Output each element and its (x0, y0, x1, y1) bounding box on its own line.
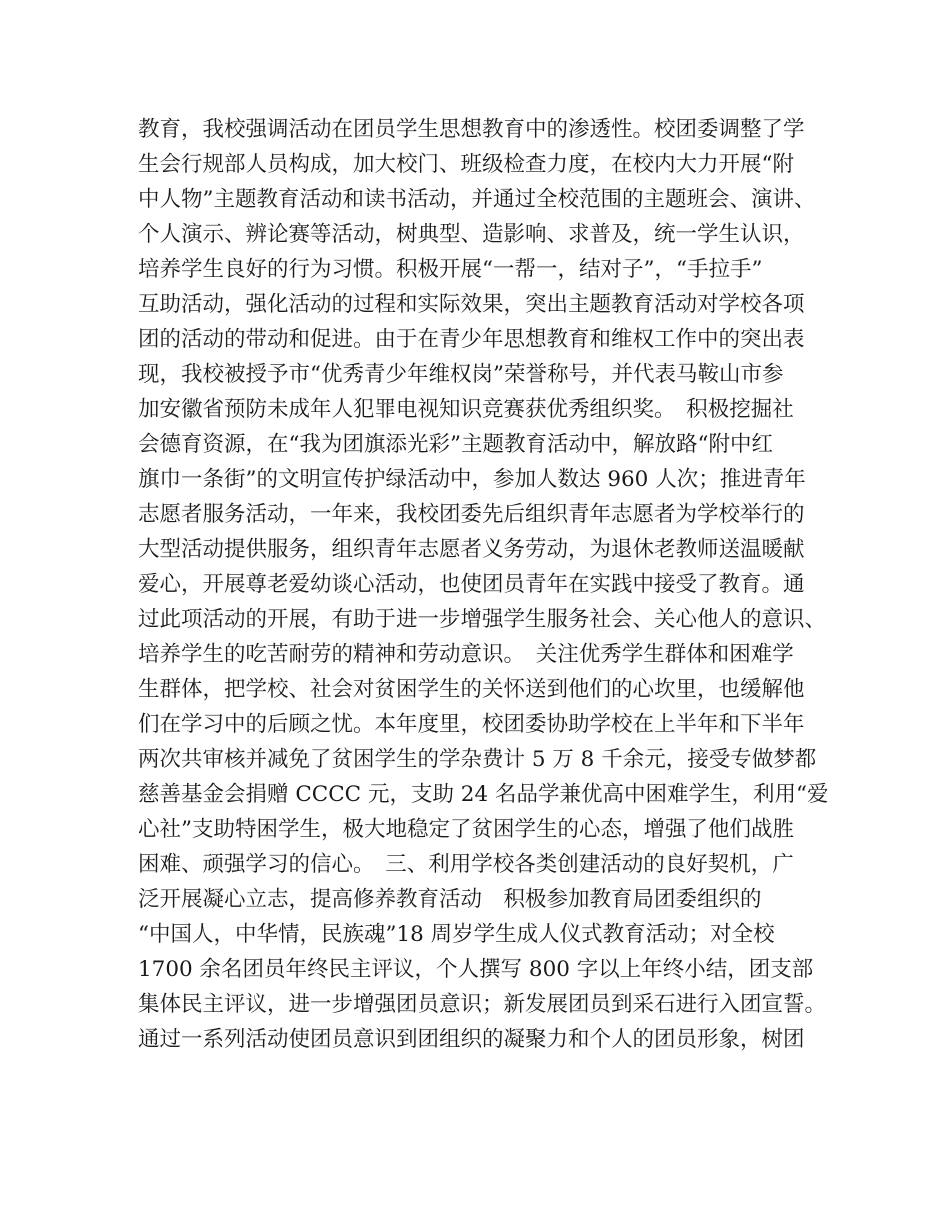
text-line-10: 会德育资源，在“我为团旗添光彩”主题教育活动中，解放路“附中红 (138, 432, 773, 457)
text-line-12: 志愿者服务活动，一年来，我校团委先后组织青年志愿者为学校举行的 (138, 502, 805, 527)
text-line-20: 慈善基金会捐赠 CCCC 元，支助 24 名品学兼优高中困难学生，利用“爱 (138, 782, 829, 807)
text-line-22: 困难、顽强学习的信心。 三、利用学校各类创建活动的良好契机，广 (138, 852, 794, 877)
text-line-21: 心社”支助特困学生，极大地稳定了贫困学生的心态，增强了他们战胜 (138, 817, 794, 842)
text-line-7: 团的活动的带动和促进。由于在青少年思想教育和维权工作中的突出表 (138, 327, 805, 352)
text-line-13: 大型活动提供服务，组织青年志愿者义务劳动，为退休老教师送温暖献 (138, 537, 805, 562)
text-line-24: “中国人，中华情，民族魂”18 周岁学生成人仪式教育活动；对全校 (138, 922, 775, 947)
text-line-15: 过此项活动的开展，有助于进一步增强学生服务社会、关心他人的意识、 (138, 607, 827, 632)
text-line-17: 生群体，把学校、社会对贫困学生的关怀送到他们的心坎里，也缓解他 (138, 677, 805, 702)
text-line-9: 加安徽省预防未成年人犯罪电视知识竞赛获优秀组织奖。 积极挖掘社 (138, 397, 794, 422)
text-line-19: 两次共审核并减免了贫困学生的学杂费计 5 万 8 千余元，接受专做梦都 (138, 747, 817, 772)
text-line-4: 个人演示、辨论赛等活动，树典型、造影响、求普及，统一学生认识， (138, 222, 805, 247)
text-line-18: 们在学习中的后顾之忧。本年度里，校团委协助学校在上半年和下半年 (138, 712, 805, 737)
text-line-8: 现，我校被授予市“优秀青少年维权岗”荣誉称号，并代表马鞍山市参 (138, 362, 784, 387)
text-line-11: 旗巾一条街”的文明宣传护绿活动中，参加人数达 960 人次；推进青年 (138, 467, 806, 492)
text-line-27: 通过一系列活动使团员意识到团组织的凝聚力和个人的团员形象，树团 (138, 1027, 805, 1052)
text-line-16: 培养学生的吃苦耐劳的精神和劳动意识。 关注优秀学生群体和困难学 (138, 642, 794, 667)
text-line-2: 生会行规部人员构成，加大校门、班级检查力度，在校内大力开展“附 (138, 152, 794, 177)
text-line-5: 培养学生良好的行为习惯。积极开展“一帮一，结对子”，“手拉手” (138, 257, 763, 282)
text-line-26: 集体民主评议，进一步增强团员意识；新发展团员到采石进行入团宣誓。 (138, 992, 827, 1017)
text-line-1: 教育，我校强调活动在团员学生思想教育中的渗透性。校团委调整了学 (138, 117, 805, 142)
text-line-25: 1700 余名团员年终民主评议，个人撰写 800 字以上年终小结，团支部 (138, 957, 814, 982)
text-line-23: 泛开展凝心立志，提高修养教育活动 积极参加教育局团委组织的 (138, 887, 762, 912)
body-text (138, 112, 828, 1057)
text-line-6: 互助活动，强化活动的过程和实际效果，突出主题教育活动对学校各项 (138, 292, 805, 317)
text-line-14: 爱心，开展尊老爱幼谈心活动，也使团员青年在实践中接受了教育。通 (138, 572, 805, 597)
text-line-3: 中人物”主题教育活动和读书活动，并通过全校范围的主题班会、演讲、 (138, 187, 816, 212)
